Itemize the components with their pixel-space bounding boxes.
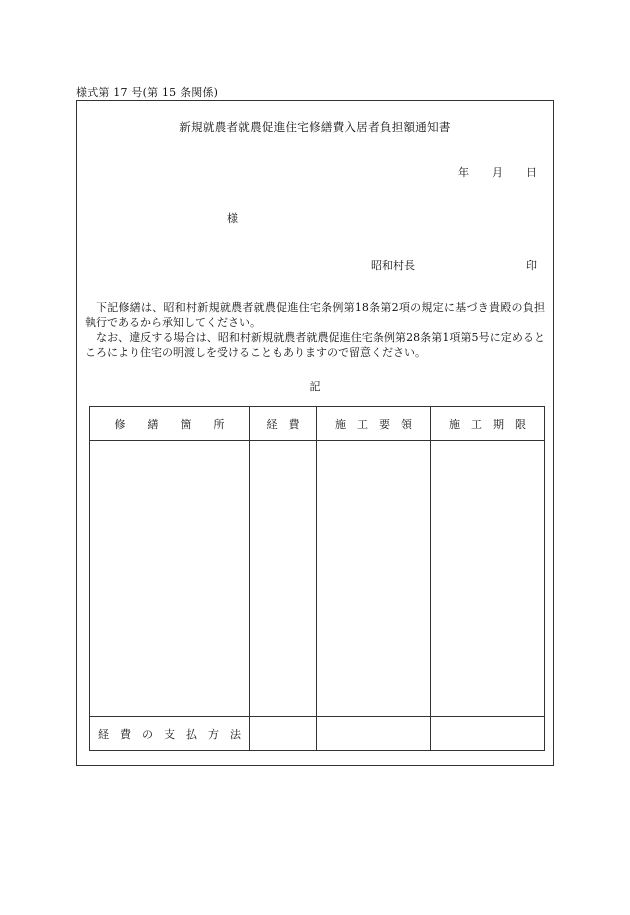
date-day-label: 日: [526, 166, 537, 179]
header-repair-location: 修 繕 箇 所: [90, 407, 250, 441]
payment-method-row: [90, 717, 545, 751]
date-line: [435, 164, 537, 180]
document-title: 新規就農者就農促進住宅修繕費入居者負担額通知書: [179, 120, 451, 134]
payment-method-cell: [250, 717, 317, 751]
form-number: 様式第 17 号(第 15 条関係): [76, 86, 219, 99]
table-header-row: [90, 407, 545, 441]
notice-paragraph: 下記修繕は、昭和村新規就農者就農促進住宅条例第18条第2項の規定に基づき貴殿の負担執行であるから承知してください。: [85, 301, 545, 329]
repair-table: [89, 406, 545, 751]
ki-heading: 記: [309, 380, 321, 393]
header-construction-deadline: 施 工 期 限: [431, 407, 545, 441]
payment-method-cell: [431, 717, 545, 751]
addressee-suffix: 様: [227, 212, 238, 225]
cell-construction-method: [317, 441, 431, 717]
cell-cost: [250, 441, 317, 717]
header-cost: 経 費: [250, 407, 317, 441]
header-construction-method: 施 工 要 領: [317, 407, 431, 441]
notice-paragraph: なお、違反する場合は、昭和村新規就農者就農促進住宅条例第28条第1項第5号に定めるところにより住宅の明渡しを受けることもありますので留意ください。: [85, 331, 545, 359]
date-year-label: 年: [458, 166, 469, 179]
date-month-label: 月: [492, 166, 503, 179]
cell-repair-location: [90, 441, 250, 717]
issuer-name: 昭和村長: [371, 259, 415, 272]
cell-construction-deadline: [431, 441, 545, 717]
document-frame: [76, 100, 554, 766]
table-row: [90, 441, 545, 717]
payment-method-cell: [317, 717, 431, 751]
payment-method-label: 経 費 の 支 払 方 法: [90, 717, 250, 751]
seal-mark: 印: [526, 259, 537, 272]
notice-body: [85, 300, 545, 360]
